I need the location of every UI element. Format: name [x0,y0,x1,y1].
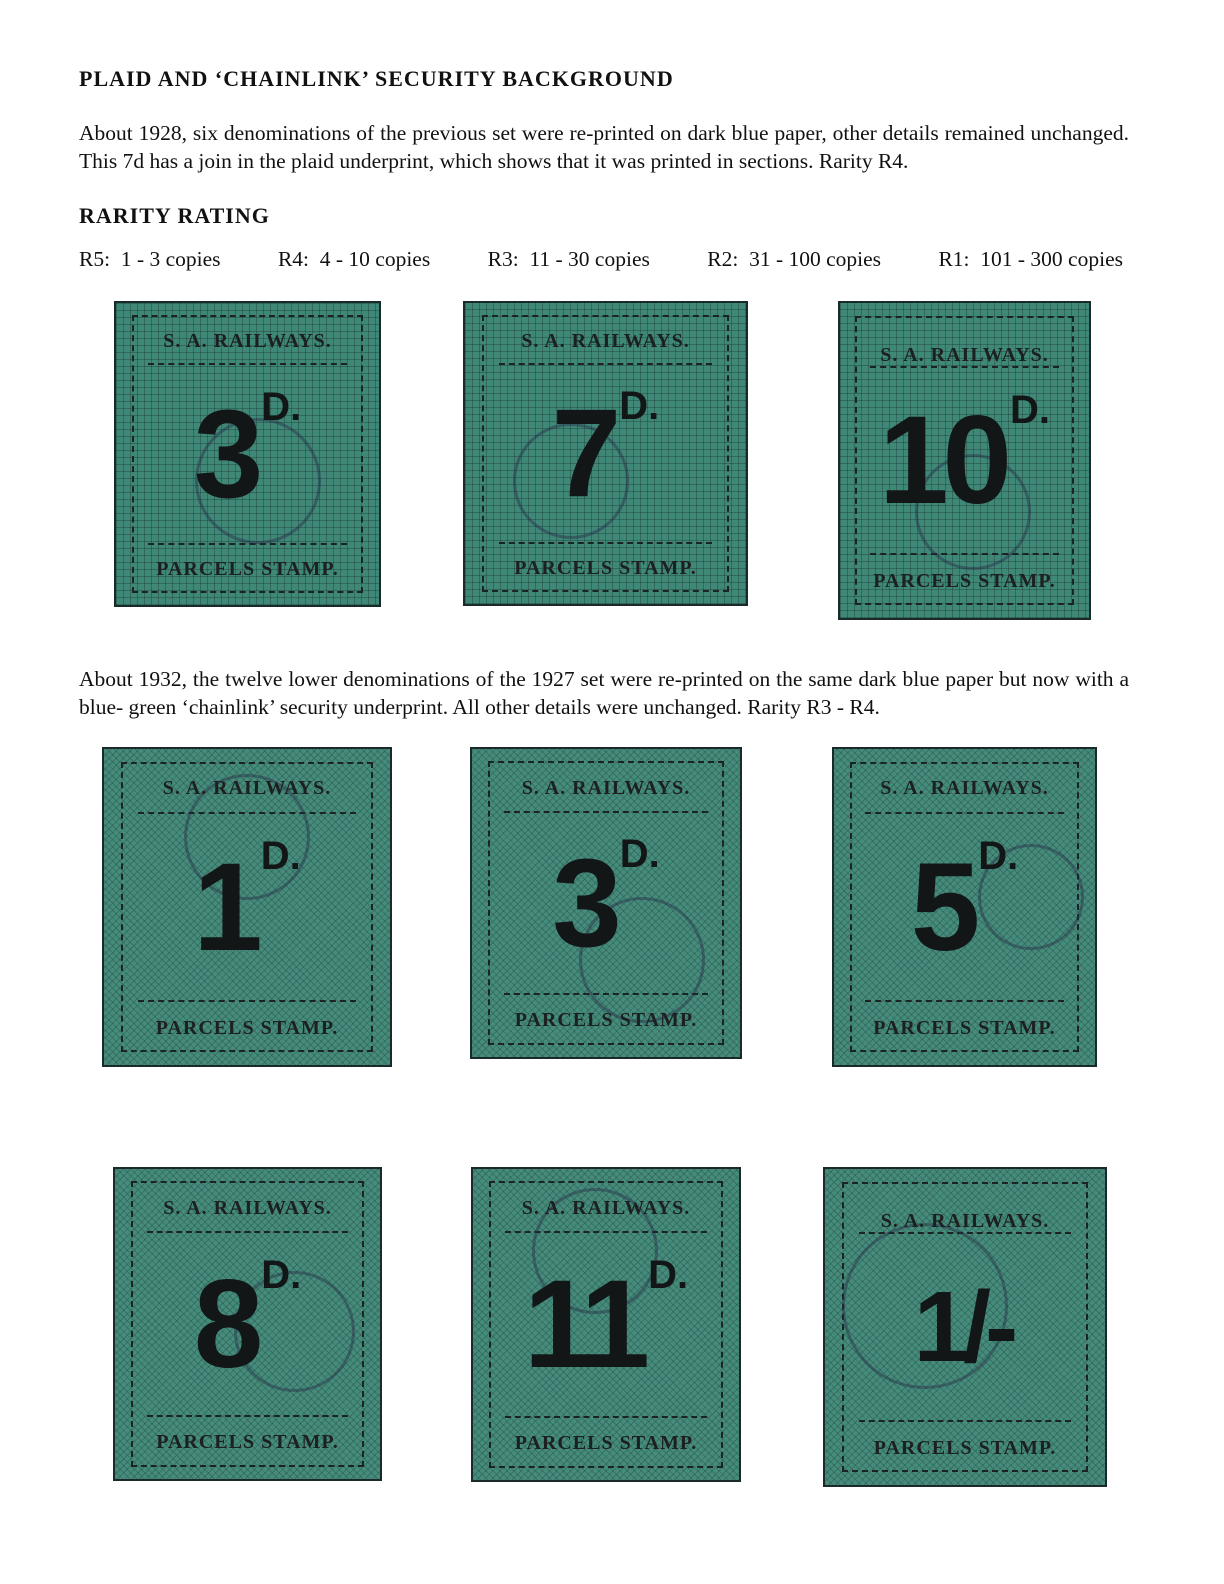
stamp-rule [505,1416,707,1418]
rarity-r5: R5: 1 - 3 copies [79,247,221,271]
rarity-r1: R1: 101 - 300 copies [938,247,1123,271]
stamp-rule [148,363,348,365]
stamp-rule [504,811,708,813]
stamp-rule [147,1231,348,1233]
chainlink-description-paragraph: About 1932, the twelve lower denominations of the 1927 set were re-printed on the same dark blue paper but now with a blue- green ‘chainlink’ security underprint. All other details were unchanged. Rarity R3 - R4. [79,667,1129,719]
stamp-rule [865,812,1063,814]
stamp-5d-chainlink [832,747,1097,1067]
stamp-rule [147,1415,348,1417]
stamp-7d-plaid [463,301,748,606]
stamp-bottom-text: PARCELS STAMP. [873,569,1056,592]
stamp-top-text: S. A. RAILWAYS. [163,1196,332,1219]
stamp-3d-chainlink [470,747,742,1059]
stamp-top-text: S. A. RAILWAYS. [880,1210,1050,1233]
stamp-value: 1/- [913,1271,1013,1383]
stamp-top-text: S. A. RAILWAYS. [162,777,332,800]
stamp-1d-chainlink [102,747,392,1067]
stamp-8d-chainlink [113,1167,382,1481]
stamp-bottom-text: PARCELS STAMP. [873,1436,1057,1459]
stamp-bottom-text: PARCELS STAMP. [156,557,339,580]
stamp-rule [499,363,713,365]
rarity-r2: R2: 31 - 100 copies [707,247,882,271]
stamp-value: 1 D. [193,834,301,977]
stamp-10d-plaid [838,301,1091,620]
stamp-value: 7 D. [551,384,660,523]
stamp-11d-chainlink [471,1167,741,1482]
stamp-1s-chainlink [823,1167,1107,1487]
rarity-rating-list [79,247,1123,272]
stamp-value: 5 D. [910,834,1019,977]
stamp-top-text: S. A. RAILWAYS. [880,777,1049,800]
plaid-description-paragraph: About 1928, six denominations of the previous set were re-printed on dark blue paper, other details remained unchanged. This 7d has a join in the plaid underprint, which shows that it was printed in sections. Rarity R4. [79,121,1129,173]
stamp-top-text: S. A. RAILWAYS. [880,343,1049,366]
stamp-rule [865,1000,1063,1002]
stamp-bottom-text: PARCELS STAMP. [514,1009,698,1032]
stamp-top-text: S. A. RAILWAYS. [521,1196,691,1219]
stamp-value: 3 D. [552,832,660,973]
stamp-value: 8 D. [193,1252,302,1394]
stamp-3d-plaid [114,301,381,607]
stamp-bottom-text: PARCELS STAMP. [156,1431,339,1454]
stamp-bottom-text: PARCELS STAMP. [514,556,697,579]
stamp-bottom-text: PARCELS STAMP. [155,1016,339,1039]
stamp-rule [138,1000,355,1002]
stamp-rule [859,1420,1072,1422]
stamp-bottom-text: PARCELS STAMP. [873,1016,1056,1039]
section-heading-plaid-chainlink: PLAID AND ‘CHAINLINK’ SECURITY BACKGROUND [79,66,674,91]
stamp-value: 11 D. [523,1252,689,1394]
stamp-bottom-text: PARCELS STAMP. [514,1432,698,1455]
stamp-top-text: S. A. RAILWAYS. [521,776,691,799]
rarity-r3: R3: 11 - 30 copies [487,247,650,271]
stamp-value: 3 D. [193,384,302,524]
stamp-top-text: S. A. RAILWAYS. [163,330,332,353]
stamp-rule [499,542,713,544]
stamp-top-text: S. A. RAILWAYS. [521,330,690,353]
stamp-value: 10 D. [878,387,1051,530]
rarity-r4: R4: 4 - 10 copies [277,247,431,271]
rarity-rating-heading: RARITY RATING [79,203,270,228]
